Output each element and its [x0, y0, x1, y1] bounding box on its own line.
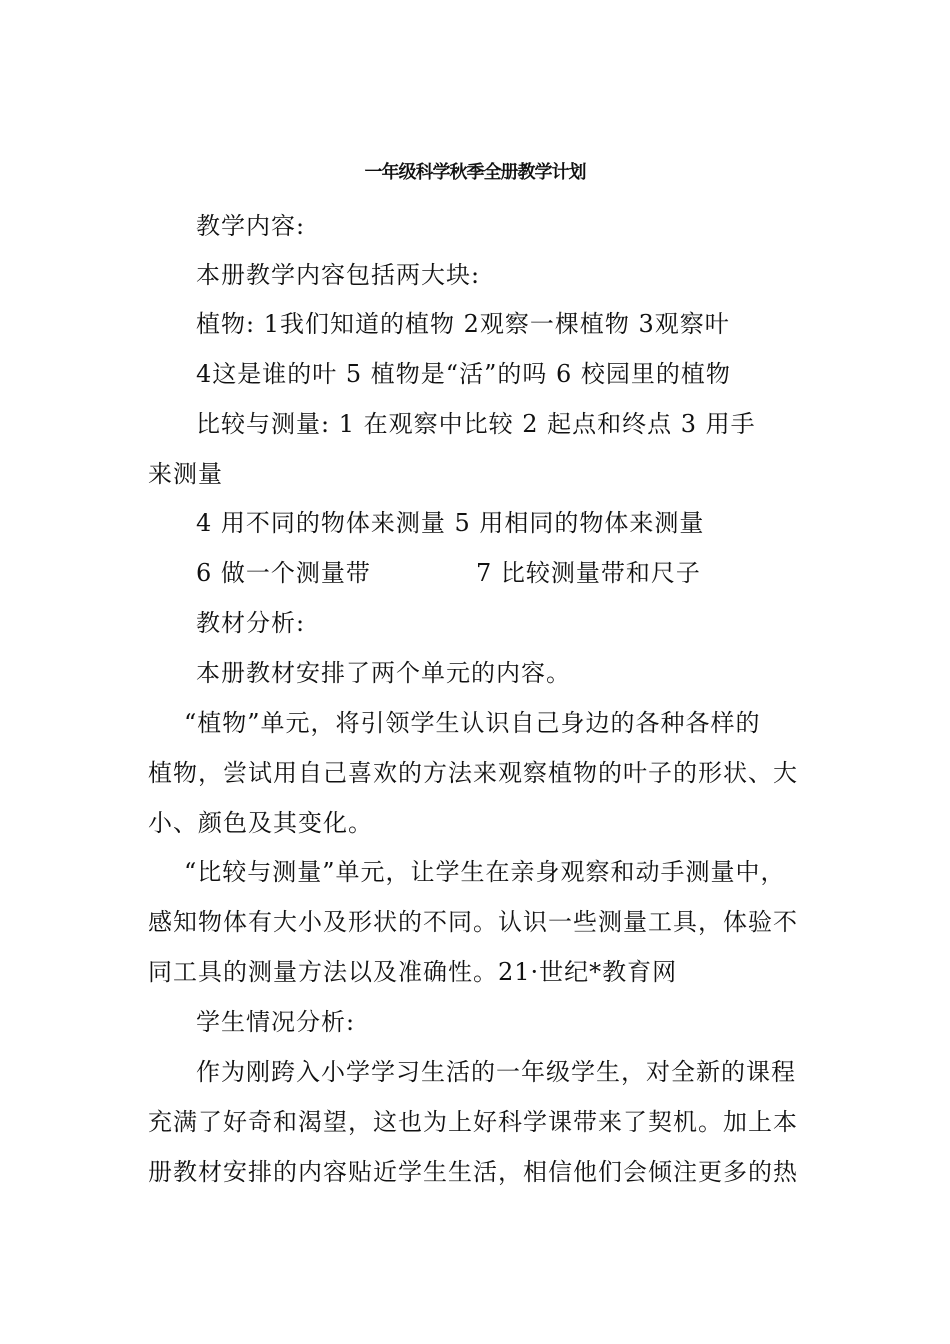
measure-list-line-3b: 7 比较测量带和尺子	[476, 559, 701, 587]
students-paragraph-line-3: 册教材安排的内容贴近学生生活，相信他们会倾注更多的热	[148, 1158, 798, 1186]
plants-list-line-1: 植物: 1我们知道的植物 2观察一棵植物 3观察叶	[196, 310, 730, 338]
measure-paragraph-line-3: 同工具的测量方法以及准确性。21·世纪*教育网	[148, 958, 678, 986]
content-heading: 教学内容:	[196, 212, 306, 240]
students-paragraph-line-1: 作为刚跨入小学学习生活的一年级学生，对全新的课程	[196, 1058, 796, 1086]
plants-paragraph-line-1: “植物”单元，将引领学生认识自己身边的各种各样的	[184, 709, 761, 737]
measure-paragraph-line-1: “比较与测量”单元，让学生在亲身观察和动手测量中，	[184, 858, 786, 886]
measure-list-line-3a: 6 做一个测量带	[196, 559, 371, 587]
measure-list-line-1-cont: 来测量	[148, 460, 223, 488]
analysis-intro: 本册教材安排了两个单元的内容。	[196, 659, 571, 687]
plants-paragraph-line-2: 植物，尝试用自己喜欢的方法来观察植物的叶子的形状、大	[148, 759, 798, 787]
plants-paragraph-line-3: 小、颜色及其变化。	[148, 809, 373, 837]
students-paragraph-line-2: 充满了好奇和渴望，这也为上好科学课带来了契机。加上本	[148, 1108, 798, 1136]
page-title: 一年级科学秋季全册教学计划	[364, 162, 586, 183]
measure-list-line-2: 4 用不同的物体来测量 5 用相同的物体来测量	[196, 509, 705, 537]
students-heading: 学生情况分析:	[196, 1008, 356, 1036]
content-intro: 本册教学内容包括两大块:	[196, 261, 481, 289]
analysis-heading: 教材分析:	[196, 609, 306, 637]
measure-paragraph-line-2: 感知物体有大小及形状的不同。认识一些测量工具，体验不	[148, 908, 798, 936]
plants-list-line-2: 4这是谁的叶 5 植物是“活”的吗 6 校园里的植物	[196, 360, 731, 388]
measure-list-line-1: 比较与测量: 1 在观察中比较 2 起点和终点 3 用手	[196, 410, 756, 438]
